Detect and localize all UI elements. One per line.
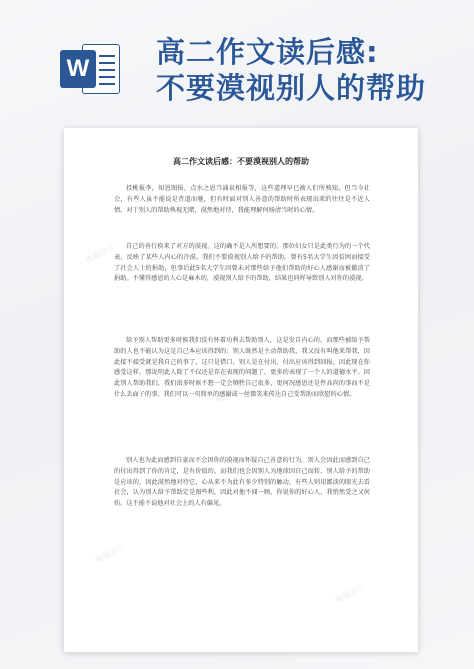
- watermark-text: 熊猫办公: [213, 381, 247, 406]
- document-paragraph: 自己的善行换来了对方的漠视。这的确不是人所想要的。那位妇女只是此类行为的一个代表，反映了某些人内心的冷漠。我们不要漠视别人给予的帮助。曾有5名大学生因贫困而接受了社会人士的捐助，但事后此5名大学生因曾未对那些给予他们帮助的好心人感谢而被撤消了捐助。不懂得感恩的人心是麻木的，漠视别人给予的帮助，结果也同样导致别人对你的漠视。: [114, 243, 370, 283]
- word-page-line: [99, 83, 115, 85]
- page-title-line-2: 不要漠视别人的帮助: [156, 71, 427, 105]
- watermark-text: 熊猫办公: [333, 581, 367, 606]
- word-badge-letter: W: [60, 50, 96, 88]
- word-page-line: [99, 55, 115, 57]
- watermark-text: 熊猫办公: [83, 241, 117, 266]
- header-banner: [0, 0, 474, 118]
- document-title: 高二作文读后感：不要漠视别人的帮助: [173, 157, 309, 166]
- document-paragraph: 别人也为此而感到自豪而不会因你的漠视而怀疑自己善意的行为。别人会因此而感到自己的付出得到了你的肯定，是有价值的。而我们也会因别人为地球因自己而转，别人给予的帮助是应该的，因此漠然地对待它，心从来不为此有多少特别的触动，有些人则用鄙淡的眼光去看社会，认为别人给予帮助定是图些利，因此对他不闻一顾，你说你的好心人，我悄然受之又何妨。这不能不说他对社会上的人有偏见。: [114, 457, 370, 508]
- page-title-line-1: 高二作文读后感:: [156, 35, 379, 69]
- watermark-text: 熊猫办公: [93, 541, 127, 566]
- document-paragraph: 给予别人帮助更多时候我们没有怀着功利去帮助别人，这是发自内心的。而那些被给予帮助的人也不能认为这是自己本应该得到的；别人既然是主动帮助我，我又没有叫他来帮我，因此接不接受就是我自己的事了，这只是借口。别人是在付出，付出应该得到回报，因此现在你感受这样，那说明此人除了不仅还是存在表现的问题了，更多的表现了一个人的道德水平。因此别人帮助我们，我们很多时候不想一定会牺牲自己很多，更何况感恩还是件高尚的事而不是什么丢面子的事。我们可以一句简单的感谢或一丝微笑来传达自己受帮助而欣慰的心情。: [114, 337, 370, 398]
- word-page-line: [99, 69, 115, 71]
- document-page: [64, 128, 418, 652]
- word-page-line: [99, 76, 115, 78]
- document-paragraph: 投桃报李，知恩图报，点水之恩当涌泉相报等，这些道理早已被人们所熟知。但当今社会，有些人虽不能说是背道而驰，但有时面对别人善意的帮助时所表现出来的往往是不近人情。对于别人的帮助熟视无睹，漠然地对待，我能理解何扬清当时的心情。: [114, 185, 370, 214]
- word-document-icon: [60, 40, 122, 98]
- word-page-line: [99, 62, 115, 64]
- watermark-text: 熊猫办公: [313, 181, 347, 206]
